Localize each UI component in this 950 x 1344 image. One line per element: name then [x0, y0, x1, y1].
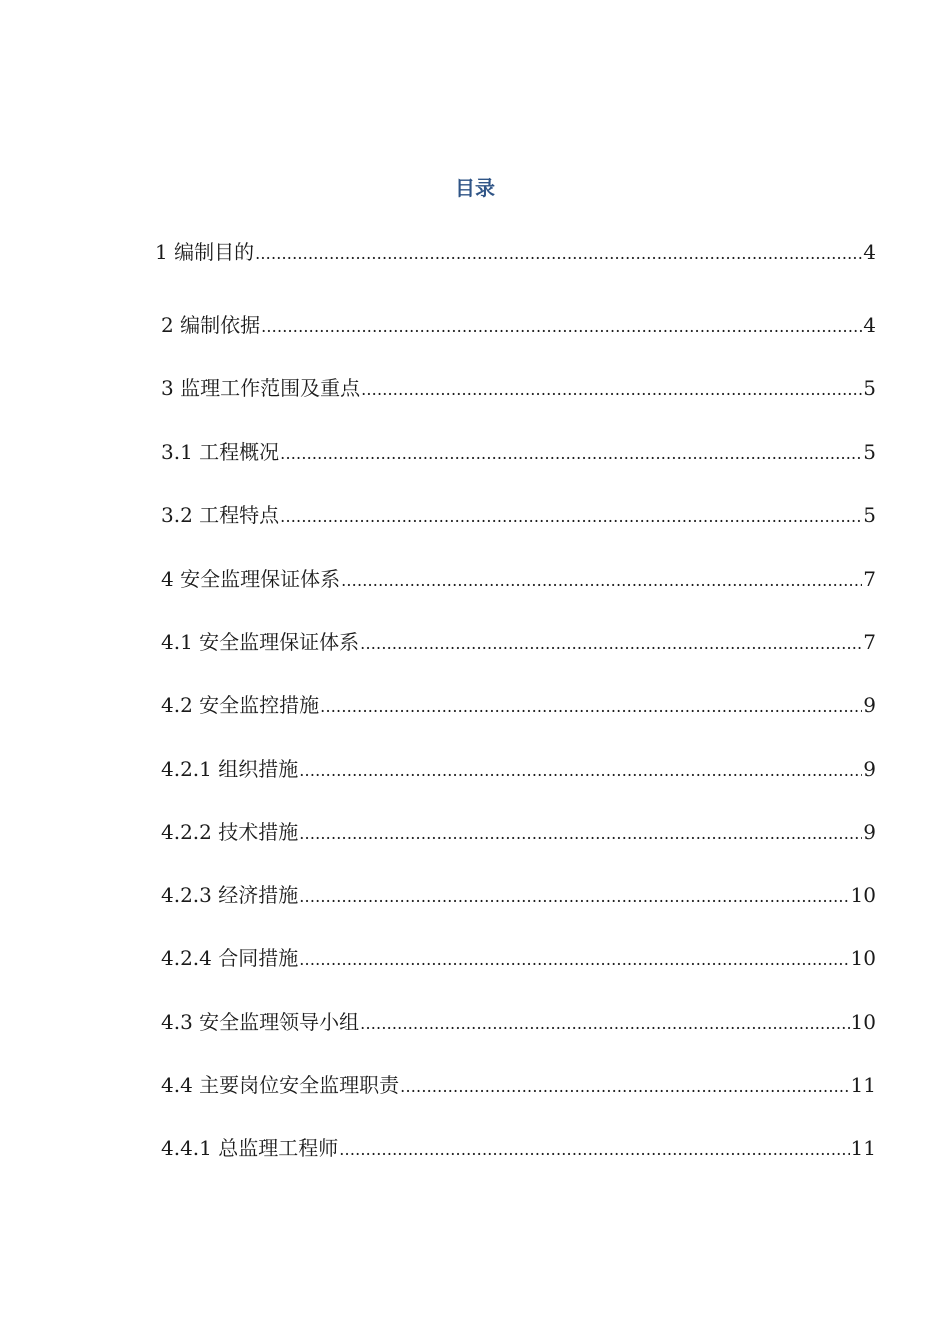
toc-page-number: 4	[863, 240, 876, 264]
toc-page-number: 9	[863, 693, 876, 717]
toc-dot-leader	[339, 1136, 849, 1164]
toc-entry[interactable]	[161, 881, 876, 909]
toc-entry[interactable]	[155, 238, 876, 266]
toc-entry-text: 3.2 工程特点	[161, 503, 280, 527]
toc-dot-leader	[280, 503, 862, 531]
toc-dot-leader	[299, 757, 862, 785]
toc-entry-text: 4.2.1 组织措施	[161, 757, 299, 781]
toc-dot-leader	[299, 946, 849, 974]
toc-entry[interactable]	[161, 1071, 876, 1099]
toc-entry-text: 3.1 工程概况	[161, 440, 280, 464]
toc-entry[interactable]	[161, 311, 876, 339]
toc-entry-text: 4.3 安全监理领导小组	[161, 1010, 360, 1034]
toc-page-number: 5	[863, 503, 876, 527]
toc-title: 目录	[455, 176, 495, 200]
toc-page-number: 9	[863, 820, 876, 844]
toc-entry[interactable]	[161, 1008, 876, 1036]
toc-entry-text: 4.2.2 技术措施	[161, 820, 299, 844]
toc-entry-text: 4.1 安全监理保证体系	[161, 630, 360, 654]
toc-dot-leader	[361, 376, 862, 404]
toc-entry[interactable]	[161, 944, 876, 972]
toc-page-number: 7	[863, 630, 876, 654]
toc-entry-text: 4.4 主要岗位安全监理职责	[161, 1073, 400, 1097]
toc-page-number: 5	[863, 376, 876, 400]
toc-page-number: 10	[850, 883, 876, 907]
toc-dot-leader	[341, 567, 862, 595]
toc-page-number: 10	[850, 1010, 876, 1034]
toc-dot-leader	[360, 1010, 849, 1038]
toc-dot-leader	[360, 630, 862, 658]
toc-entry-text: 4.2.4 合同措施	[161, 946, 299, 970]
toc-entry-text: 2 编制依据	[161, 313, 261, 337]
toc-dot-leader	[261, 313, 862, 341]
toc-entry[interactable]	[161, 501, 876, 529]
toc-entry-text: 4.4.1 总监理工程师	[161, 1136, 339, 1160]
toc-entry[interactable]	[161, 691, 876, 719]
toc-page-number: 11	[850, 1073, 876, 1097]
toc-dot-leader	[299, 820, 862, 848]
toc-dot-leader	[299, 883, 849, 911]
toc-entry-text: 1 编制目的	[155, 240, 255, 264]
toc-page-number: 5	[863, 440, 876, 464]
toc-entry-text: 4.2.3 经济措施	[161, 883, 299, 907]
toc-entry-text: 4.2 安全监控措施	[161, 693, 320, 717]
toc-dot-leader	[255, 240, 862, 268]
toc-page-number: 9	[863, 757, 876, 781]
toc-page-number: 11	[850, 1136, 876, 1160]
toc-entry[interactable]	[161, 755, 876, 783]
toc-entry[interactable]	[161, 438, 876, 466]
toc-entry[interactable]	[161, 565, 876, 593]
toc-dot-leader	[400, 1073, 849, 1101]
toc-page-number: 4	[863, 313, 876, 337]
toc-page-number: 10	[850, 946, 876, 970]
toc-entry[interactable]	[161, 1134, 876, 1162]
toc-entry-text: 3 监理工作范围及重点	[161, 376, 361, 400]
toc-dot-leader	[320, 693, 862, 721]
toc-entry[interactable]	[161, 628, 876, 656]
toc-page-number: 7	[863, 567, 876, 591]
toc-entry-text: 4 安全监理保证体系	[161, 567, 341, 591]
toc-dot-leader	[280, 440, 862, 468]
toc-entry[interactable]	[161, 374, 876, 402]
toc-entry[interactable]	[161, 818, 876, 846]
